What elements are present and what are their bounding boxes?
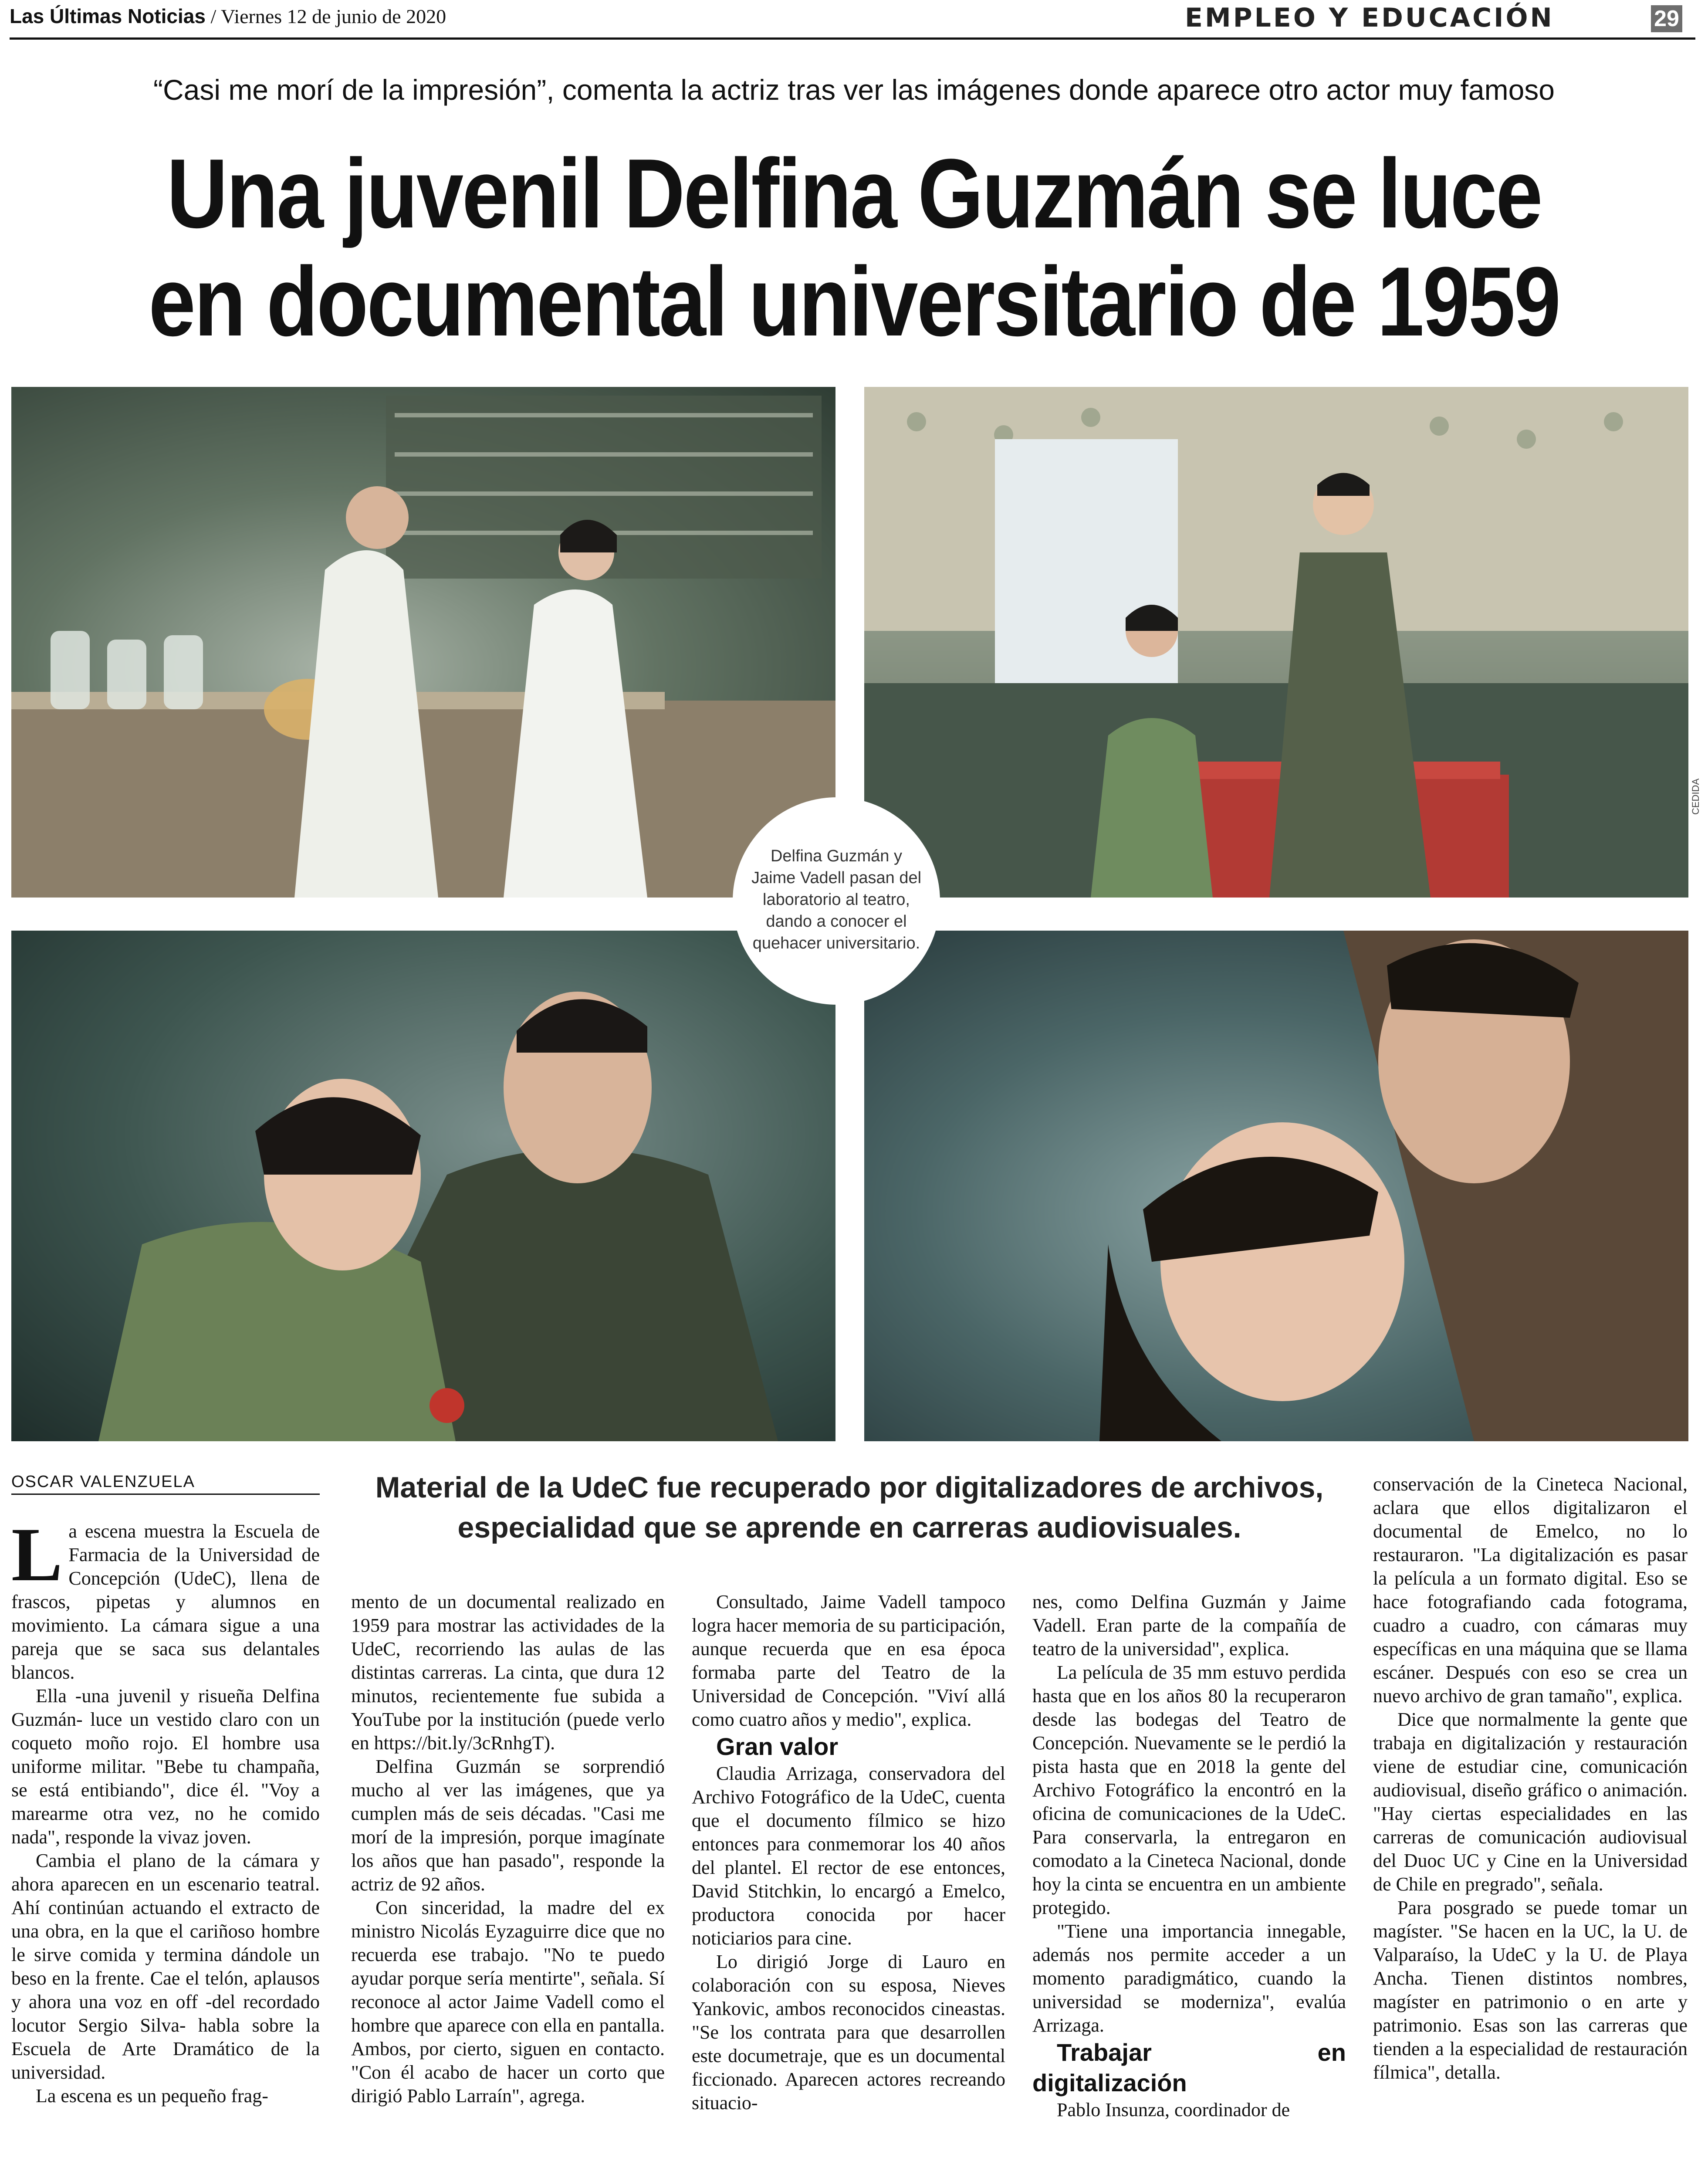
article-paragraph: nes, como Delfina Guzmán y Jaime Vadell. Eran parte de la compañía de teatro de la universidad", explica.: [1032, 1591, 1346, 1660]
photo-forehead-kiss-illustration: [864, 931, 1688, 1441]
section-name: EMPLEO Y EDUCACIÓN: [1185, 3, 1554, 33]
article-column-1: [11, 1512, 320, 2108]
subhead-trabajar-digitalizacion: Trabajar en digitalización: [1032, 2039, 1346, 2097]
article-paragraph: conservación de la Cineteca Nacional, aclara que ellos digitalizaron el documental de Emelco, no lo restauraron. "La digitalización es pasar la película a un formato digital. Eso se hace fotografiando cada fotograma, cuadro a cuadro, con cámaras muy específicas en una máquina que se llama escáner. Después con eso se crea un nuevo archivo de gran tamaño", explica.: [1373, 1473, 1688, 1707]
photo-caption: Delfina Guzmán y Jaime Vadell pasan del laboratorio al teatro, dando a conocer el quehacer universitario.: [733, 797, 940, 1005]
article-paragraph: Consultado, Jaime Vadell tampoco logra hacer memoria de su participación, aunque recuerda que en esa época formaba parte del Teatro de la Universidad de Concepción. "Viví allá como cuatro años y medio", explica.: [692, 1591, 1005, 1730]
page-number: 29: [1651, 5, 1682, 32]
subdeck: Material de la UdeC fue recuperado por digitalizadores de archivos, especialidad que se aprende en carreras audiovisuales.: [375, 1471, 1324, 1544]
article-paragraph: Para posgrado se puede tomar un magíster. "Se hacen en la UC, la U. de Valparaíso, la UdeC y la U. de Playa Ancha. Tienen distintos nombres, magíster en patrimonio o en arte y patrimonio. Esas son las carreras que tienden a la especialidad de restauración fílmica", detalla.: [1373, 1897, 1688, 2083]
photo-couple-embrace: [11, 931, 835, 1441]
photo-laboratory: [11, 387, 835, 898]
article-paragraph: La escena es un pequeño frag-: [36, 2085, 268, 2107]
byline: OSCAR VALENZUELA: [11, 1473, 195, 1491]
photo-forehead-kiss: [864, 931, 1688, 1441]
article-paragraph: Con sinceridad, la madre del ex ministro Nicolás Eyzaguirre dice que no recuerda ese trabajo. "No te puedo ayudar porque sería mentirte", señala. Sí reconoce al actor Jaime Vadell como el hombre que aparece con ella en pantalla. Ambos, por cierto, siguen en contacto. "Con él acabo de hacer un corto que dirigió Pablo Larraín", agrega.: [351, 1897, 665, 2107]
article-paragraph: Ella -una juvenil y risueña Delfina Guzmán- luce un vestido claro con un coqueto moño rojo. El hombre usa uniforme militar. "Bebe tu champaña, se está entibiando", dice él. "Voy a marearme otra vez, no he comido nada", responde la vivaz joven.: [11, 1685, 320, 1848]
article-paragraph: La película de 35 mm estuvo perdida hasta que en los años 80 la recuperaron desde las bodegas del Teatro de Concepción. Nuevamente se le perdió la pista hasta que en 2018 la gente del Archivo Fotográfico la encontró en la oficina de comunicaciones de la UdeC. Para conservarla, la entregaron en comodato a la Cineteca Nacional, donde hoy la cinta se encuentra en un ambiente protegido.: [1032, 1662, 1346, 1918]
article-column-3: [692, 1590, 1005, 2115]
header-publication-line: [10, 4, 446, 28]
article-paragraph: [11, 1512, 320, 1684]
photo-laboratory-illustration: [11, 387, 835, 898]
article-paragraph: Claudia Arrizaga, conservadora del Archivo Fotográfico de la UdeC, cuenta que el documento fílmico se hizo entonces para conmemorar los 40 años del plantel. El rector de ese entonces, David Stitchkin, lo encargó a Emelco, productora conocida por hacer noticiarios para cine.: [692, 1763, 1005, 1949]
kicker: “Casi me morí de la impresión”, comenta la actriz tras ver las imágenes donde aparece otro actor muy famoso: [153, 74, 1555, 106]
publication-name: Las Últimas Noticias: [10, 5, 206, 27]
article-paragraph: Dice que normalmente la gente que trabaja en digitalización y restauración viene de estudiar cine, comunicación audiovisual, diseño gráfico o animación. "Hay ciertas especialidades en las carreras de comunicación audiovisual del Duoc UC y Cine en la Universidad de Chile en pregrado", señala.: [1373, 1709, 1688, 1895]
byline-rule: [11, 1494, 320, 1495]
article-paragraph: "Tiene una importancia innegable, además nos permite acceder a un momento paradigmático, cuando la universidad se moderniza", evalúa Arrizaga.: [1032, 1921, 1346, 2036]
issue-date: Viernes 12 de junio de 2020: [220, 5, 446, 27]
article-paragraph: Delfina Guzmán se sorprendió mucho al ver las imágenes, que ya cumplen más de seis décadas. "Casi me morí de la impresión, porque imagínate los años que han pasado", responde la actriz de 92 años.: [351, 1756, 665, 1895]
header-rule: [10, 37, 1695, 40]
article-column-4: [1032, 1590, 1346, 2122]
headline: Una juvenil Delfina Guzmán se luce en documental universitario de 1959: [149, 138, 1559, 356]
article-paragraph: mento de un documental realizado en 1959 para mostrar las actividades de la UdeC, recorriendo las aulas de las distintas carreras. La cinta, que dura 12 minutos, recientemente fue subida a YouTube por la institución (puede verlo en https://bit.ly/3cRnhgT).: [351, 1591, 665, 1754]
photo-theater-dining-illustration: [864, 387, 1688, 898]
article-paragraph-text: a escena muestra la Escuela de Farmacia de la Universidad de Concepción (UdeC), llena de frascos, pipetas y alumnos en movimiento. La cámara sigue a una pareja que se saca sus delantales blancos.: [11, 1521, 320, 1683]
photo-couple-embrace-illustration: [11, 931, 835, 1441]
article-paragraph: Cambia el plano de la cámara y ahora aparecen en un escenario teatral. Ahí continúan actuando el extracto de una obra, en la que el cariñoso hombre le sirve comida y termina dándole un beso en la frente. Cae el telón, aplausos y ahora una voz en off -del recordado locutor Sergio Silva- habla sobre la Escuela de Arte Dramático de la universidad.: [11, 1850, 320, 2083]
article-column-2: [351, 1590, 665, 2108]
photo-theater-dining: [864, 387, 1688, 898]
article-paragraph: Lo dirigió Jorge di Lauro en colaboración con su esposa, Nieves Yankovic, ambos reconocidos cineastas. "Se los contrata para que desarrollen este documetraje, que es un documental ficcionado. Aparecen actores recreando situacio-: [692, 1951, 1005, 2114]
subhead-gran-valor: Gran valor: [716, 1733, 839, 1760]
photo-credit: CEDIDA: [1690, 778, 1701, 815]
article-column-5: [1373, 1473, 1688, 2084]
header-separator: /: [205, 5, 221, 27]
article-paragraph: Pablo Insunza, coordinador de: [1057, 2099, 1290, 2120]
drop-cap: L: [11, 1512, 63, 1597]
